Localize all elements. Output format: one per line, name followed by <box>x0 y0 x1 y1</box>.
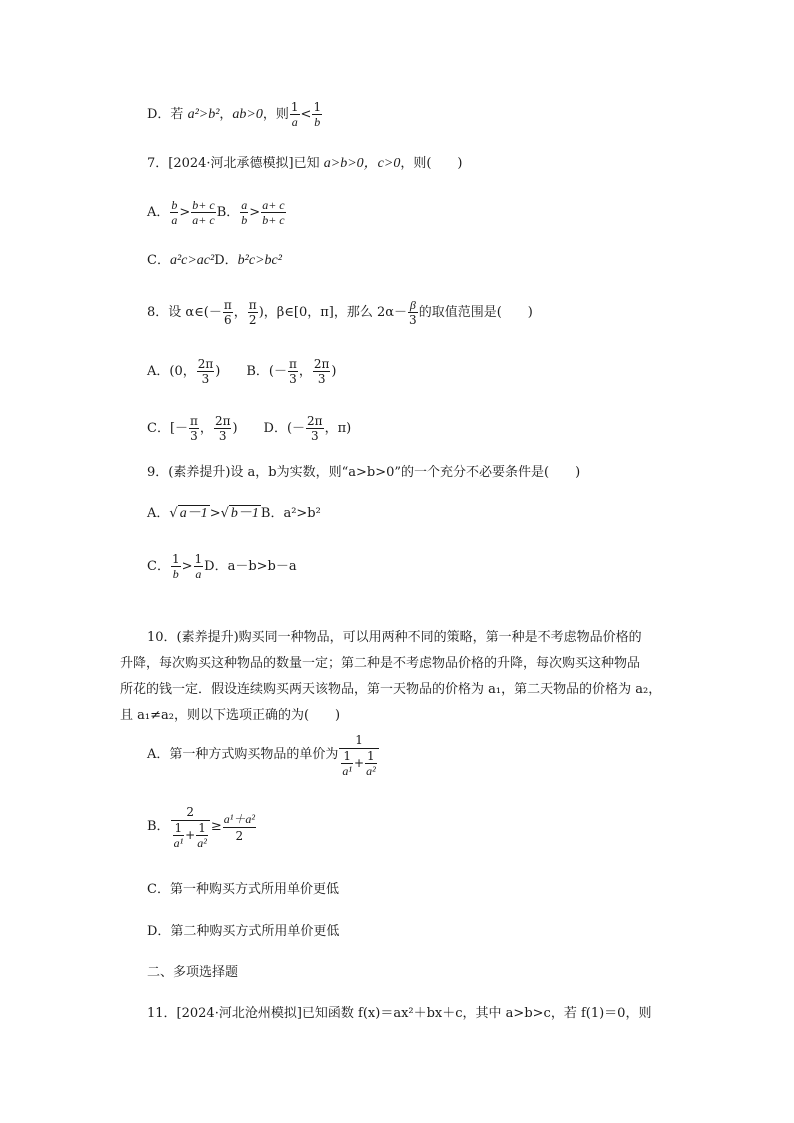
q9-options-ab <box>147 504 321 524</box>
q6-option-d <box>147 100 323 129</box>
fraction <box>341 749 353 778</box>
operator: + <box>185 828 196 842</box>
numerator: a+ c <box>262 198 285 212</box>
fraction <box>173 821 185 850</box>
option-label: A．(0， <box>147 364 196 379</box>
fraction <box>290 100 300 129</box>
q7-stem <box>147 154 462 174</box>
denominator: 3 <box>201 372 210 386</box>
numerator: π <box>248 298 257 312</box>
radicand: a－1 <box>179 506 208 521</box>
fraction <box>196 821 208 850</box>
section-heading: 二、多项选择题 <box>147 965 239 980</box>
numerator: π <box>223 298 232 312</box>
fraction <box>313 357 331 386</box>
denominator <box>339 749 378 778</box>
q8-options-ab <box>147 357 337 386</box>
denominator: 3 <box>317 372 326 386</box>
separator: ， <box>199 421 213 436</box>
option-label: D．(－ <box>263 421 306 436</box>
denominator: a² <box>197 836 207 850</box>
numerator: 2π <box>313 357 330 371</box>
operator: > <box>181 559 193 574</box>
q8-stem <box>147 298 533 327</box>
q10-stem-line4: 且 a₁≠a₂，则以下选项正确的为( ) <box>120 708 341 723</box>
fraction <box>197 357 215 386</box>
fraction <box>223 298 233 327</box>
q9-options-cd <box>147 552 297 581</box>
denominator: 6 <box>224 313 232 327</box>
option-text: D．a－b>b－a <box>204 559 297 574</box>
condition: a>b>0，c>0 <box>323 156 401 171</box>
numerator: π <box>288 357 297 371</box>
q11-stem: 11．[2024·河北沧州模拟]已知函数 f(x)＝ax²＋bx＋c，其中 a>b>c，若 f(1)＝0，则 <box>147 1006 652 1021</box>
text: ，则 <box>262 107 289 122</box>
option-text: A．第一种方式购买物品的单价为 <box>147 747 339 762</box>
denominator: b <box>172 567 179 581</box>
option-expression: b²c>bc² <box>237 253 282 268</box>
numerator: b+ c <box>192 198 215 212</box>
denominator: 2 <box>235 828 244 843</box>
numerator: 1 <box>171 552 180 566</box>
fraction <box>261 198 285 227</box>
denominator: 3 <box>289 372 297 386</box>
option-label: B． <box>147 819 170 834</box>
denominator: a <box>171 213 178 227</box>
q10-stem-line2: 升降，每次购买这种物品的数量一定；第二种是不考虑物品价格的升降，每次购买这种物品 <box>120 656 641 671</box>
operator: > <box>209 506 221 521</box>
operator: > <box>249 205 261 220</box>
fraction <box>170 198 178 227</box>
option-label: A． <box>147 205 170 220</box>
numerator: 1 <box>290 100 299 114</box>
denominator: 3 <box>218 429 227 443</box>
denominator: 3 <box>310 429 319 443</box>
denominator <box>171 821 210 850</box>
fraction <box>194 552 204 581</box>
denominator: a <box>291 115 298 129</box>
denominator: a² <box>366 764 376 778</box>
numerator: 2π <box>214 414 231 428</box>
numerator: 1 <box>198 821 206 835</box>
numerator: 1 <box>367 749 375 763</box>
option-label: C．[－ <box>147 421 189 436</box>
numerator: 2π <box>197 357 214 371</box>
option-label: C． <box>147 253 170 268</box>
fraction <box>171 804 210 850</box>
fraction <box>288 357 298 386</box>
numerator: a¹＋a² <box>223 811 255 826</box>
operator: < <box>300 107 312 122</box>
denominator: b+ c <box>262 213 285 227</box>
numerator: 1 <box>174 821 183 835</box>
fraction <box>312 100 322 129</box>
question-text: )，β∈[0，π]，那么 2α－ <box>258 305 408 320</box>
operator: > <box>179 205 191 220</box>
numerator: β <box>409 298 416 312</box>
fraction <box>240 198 248 227</box>
question-text: 8．设 α∈(－ <box>147 305 222 320</box>
fraction <box>191 198 215 227</box>
operator: ≥ <box>210 819 222 834</box>
denominator: 3 <box>409 313 417 327</box>
condition: ab>0 <box>232 107 263 122</box>
condition: a²>b² <box>187 107 220 122</box>
question-text: 的取值范围是( ) <box>418 305 533 320</box>
numerator: 1 <box>339 732 378 749</box>
text: ) <box>215 364 221 379</box>
denominator: a¹ <box>173 836 184 850</box>
denominator: b <box>241 213 248 227</box>
denominator: 3 <box>190 429 198 443</box>
option-label: B．(－ <box>246 364 287 379</box>
option-label: B． <box>216 205 240 220</box>
q10-option-b <box>147 804 257 858</box>
fraction <box>365 749 377 778</box>
q10-option-d: D．第二种购买方式所用单价更低 <box>147 924 340 939</box>
fraction <box>214 414 232 443</box>
numerator: b <box>171 198 178 212</box>
fraction <box>339 732 378 778</box>
numerator: 1 <box>313 100 322 114</box>
fraction <box>171 552 181 581</box>
sqrt-symbol: √ <box>220 506 229 521</box>
fraction <box>223 811 256 844</box>
text: ) <box>232 421 238 436</box>
q10-stem-line3: 所花的钱一定．假设连续购买两天该物品，第一天物品的价格为 a₁，第二天物品的价格为 a₂， <box>120 682 662 697</box>
q8-options-cd <box>147 414 351 443</box>
operator: + <box>354 756 365 770</box>
fraction <box>189 414 199 443</box>
q7-options-cd <box>147 251 282 271</box>
option-label: A． <box>147 506 170 521</box>
radicand: b－1 <box>230 506 259 521</box>
denominator: a+ c <box>192 213 215 227</box>
denominator: a <box>195 567 202 581</box>
separator: ， <box>219 107 233 122</box>
denominator: a¹ <box>342 764 352 778</box>
option-expression: a²c>ac² <box>169 253 215 268</box>
numerator: 2π <box>307 414 323 428</box>
denominator: b <box>314 115 321 129</box>
numerator: π <box>190 414 198 428</box>
denominator: 2 <box>248 313 257 327</box>
q10-option-a <box>147 732 380 782</box>
text: ，π) <box>324 421 352 436</box>
q10-stem-line1: 10．(素养提升)购买同一种物品，可以用两种不同的策略，第一种是不考虑物品价格的 <box>147 630 642 645</box>
q9-stem: 9．(素养提升)设 a，b为实数，则“a>b>0”的一个充分不必要条件是( ) <box>147 465 581 480</box>
question-text: ，则( ) <box>400 156 463 171</box>
option-label: D． <box>214 253 238 268</box>
q10-option-c: C．第一种购买方式所用单价更低 <box>147 882 339 897</box>
question-text: 7．[2024·河北承德模拟]已知 <box>147 156 324 171</box>
text: ) <box>331 364 337 379</box>
option-label: D．若 <box>147 107 188 122</box>
sqrt-symbol: √ <box>169 506 178 521</box>
fraction <box>248 298 258 327</box>
separator: ， <box>298 364 312 379</box>
q7-options-ab <box>147 198 287 227</box>
option-label: C． <box>147 559 170 574</box>
numerator: 1 <box>194 552 203 566</box>
separator: ， <box>233 305 247 320</box>
fraction <box>408 298 418 327</box>
numerator: 2 <box>171 804 210 821</box>
numerator: 1 <box>343 749 352 763</box>
fraction <box>306 414 324 443</box>
option-text: B．a²>b² <box>260 506 321 521</box>
numerator: a <box>241 198 248 212</box>
